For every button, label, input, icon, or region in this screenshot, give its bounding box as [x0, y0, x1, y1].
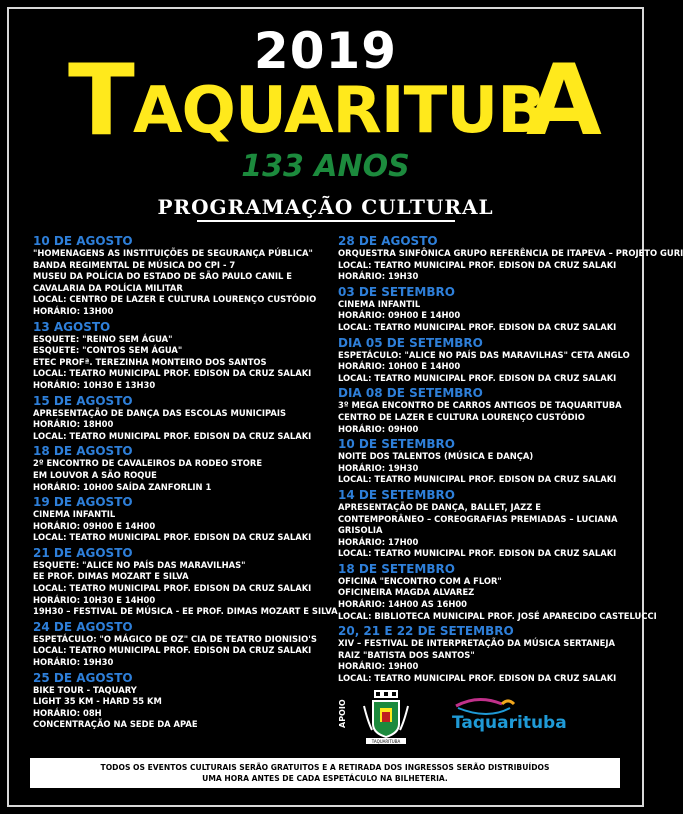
- event-detail: LOCAL: TEATRO MUNICIPAL PROF. EDISON DA CRUZ SALAKI: [33, 430, 312, 441]
- event-detail: APRESENTAÇÃO DE DANÇA DAS ESCOLAS MUNICIPAIS: [33, 407, 287, 418]
- event-detail: HORÁRIO: 09H00: [338, 423, 419, 434]
- event-detail: HORÁRIO: 14H00 AS 16H00: [338, 599, 467, 610]
- year-heading: 2019: [253, 22, 398, 80]
- event-detail: LOCAL: TEATRO MUNICIPAL PROF. EDISON DA CRUZ SALAKI: [338, 474, 617, 485]
- footer-line-1: TODOS OS EVENTOS CULTURAIS SERÃO GRATUITOS E A RETIRADA DOS INGRESSOS SERÃO DISTRIBUÍDOS: [100, 763, 550, 772]
- event-detail: APRESENTAÇÃO DE DANÇA, BALLET, JAZZ E CONTEMPORÂNEO – COREOGRAFIAS PREMIADAS – LUCIANA GRISOLIA: [338, 501, 618, 536]
- event-block: [338, 488, 620, 560]
- taquarituba-brand-logo: [448, 696, 578, 736]
- event-detail: OFICINA "ENCONTRO COM A FLOR": [338, 575, 502, 586]
- event-date: DIA 05 DE SETEMBRO: [338, 335, 483, 350]
- event-detail: ESQUETE: "CONTOS SEM ÁGUA": [33, 345, 183, 356]
- event-detail: BANDA REGIMENTAL DE MÚSICA DO CPI - 7: [33, 259, 236, 270]
- event-detail: ETEC PROFª. TEREZINHA MONTEIRO DOS SANTOS: [33, 356, 267, 367]
- event-detail: ESPETÁCULO: "ALICE NO PAÍS DAS MARAVILHAS" CETA ANGLO: [338, 349, 630, 360]
- event-block: [338, 437, 620, 486]
- event-detail: HORÁRIO: 09H00 E 14H00: [338, 310, 461, 321]
- event-detail: XIV – FESTIVAL DE INTERPRETAÇÃO DA MÚSICA SERTANEJA: [338, 638, 616, 649]
- event-date: 21 DE AGOSTO: [33, 545, 133, 560]
- subtitle-underline: [197, 220, 455, 222]
- event-detail: CINEMA INFANTIL: [33, 509, 116, 520]
- event-detail: MUSEU DA POLÍCIA DO ESTADO DE SÃO PAULO CANIL E CAVALARIA DA POLÍCIA MILITAR: [33, 271, 292, 293]
- event-detail: ORQUESTRA SINFÔNICA GRUPO REFERÊNCIA DE ITAPEVA – PROJETO GURI: [338, 248, 683, 258]
- event-detail: "HOMENAGENS AS INSTITUIÇÕES DE SEGURANÇA PÚBLICA": [33, 248, 313, 258]
- event-detail: CONCENTRAÇÃO NA SEDE DA APAE: [33, 719, 198, 730]
- event-block: [33, 394, 333, 443]
- event-detail: LOCAL: TEATRO MUNICIPAL PROF. EDISON DA CRUZ SALAKI: [33, 645, 312, 656]
- event-detail: HORÁRIO: 17H00: [338, 536, 419, 547]
- event-block: [33, 320, 333, 392]
- event-detail: HORÁRIO: 08H: [33, 707, 102, 718]
- event-detail: HORÁRIO: 10H00 E 14H00: [338, 361, 461, 372]
- event-detail: LOCAL: TEATRO MUNICIPAL PROF. EDISON DA CRUZ SALAKI: [338, 548, 617, 559]
- event-detail: 19H30 – FESTIVAL DE MÚSICA - EE PROF. DIMAS MOZART E SILVA: [33, 606, 338, 617]
- event-detail: EE PROF. DIMAS MOZART E SILVA: [33, 571, 189, 582]
- title-last-letter: A: [526, 44, 602, 158]
- event-detail: LIGHT 35 KM - HARD 55 KM: [33, 696, 162, 707]
- crest-ribbon-text: TAQUARITUBA: [371, 739, 401, 744]
- event-detail: ESQUETE: "ALICE NO PAÍS DAS MARAVILHAS": [33, 559, 246, 570]
- event-detail: BIKE TOUR - TAQUARY: [33, 684, 137, 695]
- brand-name: Taquarituba: [452, 713, 567, 733]
- event-detail: ESQUETE: "REINO SEM ÁGUA": [33, 333, 173, 344]
- event-block: [33, 444, 333, 493]
- event-detail: EM LOUVOR A SÃO ROQUE: [33, 469, 157, 480]
- event-detail: HORÁRIO: 09H00 E 14H00: [33, 520, 156, 531]
- event-date: 10 DE AGOSTO: [33, 234, 133, 248]
- event-detail: HORÁRIO: 19H30: [33, 657, 114, 668]
- event-block: [338, 285, 620, 334]
- event-detail: 2º ENCONTRO DE CAVALEIROS DA RODEO STORE: [33, 458, 263, 469]
- event-detail: LOCAL: TEATRO MUNICIPAL PROF. EDISON DA CRUZ SALAKI: [33, 583, 312, 594]
- anniversary-heading: 133 ANOS: [241, 149, 410, 184]
- event-detail: HORÁRIO: 19H30: [338, 462, 419, 473]
- event-detail: LOCAL: TEATRO MUNICIPAL PROF. EDISON DA CRUZ SALAKI: [338, 259, 617, 270]
- event-block: [338, 386, 620, 435]
- event-date: 15 DE AGOSTO: [33, 393, 133, 408]
- event-detail: LOCAL: TEATRO MUNICIPAL PROF. EDISON DA CRUZ SALAKI: [33, 532, 312, 543]
- event-detail: LOCAL: BIBLIOTECA MUNICIPAL PROF. JOSÉ APARECIDO CASTELUCCI: [338, 610, 657, 621]
- footer-notice: [30, 758, 620, 788]
- event-detail: LOCAL: TEATRO MUNICIPAL PROF. EDISON DA CRUZ SALAKI: [338, 673, 617, 684]
- event-date: 18 DE AGOSTO: [33, 444, 133, 459]
- event-detail: HORÁRIO: 13H00: [33, 305, 114, 316]
- event-date: 03 DE SETEMBRO: [338, 284, 455, 299]
- event-date: 10 DE SETEMBRO: [338, 437, 455, 452]
- event-detail: LOCAL: TEATRO MUNICIPAL PROF. EDISON DA CRUZ SALAKI: [338, 321, 617, 332]
- sponsor-logos: [338, 688, 618, 748]
- event-detail: RAIZ "BATISTA DOS SANTOS": [338, 649, 475, 660]
- title-middle: AQUARITUB: [133, 74, 545, 148]
- event-detail: LOCAL: TEATRO MUNICIPAL PROF. EDISON DA CRUZ SALAKI: [338, 372, 617, 383]
- event-detail: HORÁRIO: 19H00: [338, 661, 419, 672]
- title-first-letter: T: [68, 44, 135, 158]
- city-crest-icon: [360, 688, 412, 746]
- event-date: 19 DE AGOSTO: [33, 495, 133, 510]
- footer-line-2: UMA HORA ANTES DE CADA ESPETÁCULO NA BILHETERIA.: [202, 774, 448, 783]
- schedule-right-column: [338, 232, 683, 685]
- event-detail: HORÁRIO: 19H30: [338, 271, 419, 282]
- event-date: 14 DE SETEMBRO: [338, 487, 455, 502]
- event-detail: ESPETÁCULO: "O MÁGICO DE OZ" CIA DE TEATRO DIONISIO'S: [33, 633, 317, 644]
- event-date: 24 DE AGOSTO: [33, 619, 133, 634]
- program-subtitle: PROGRAMAÇÃO CULTURAL: [157, 195, 494, 219]
- event-block: [33, 545, 338, 618]
- event-block: [338, 561, 657, 622]
- event-block: [338, 624, 620, 684]
- event-date: 13 AGOSTO: [33, 319, 111, 334]
- event-date: 28 DE AGOSTO: [338, 234, 438, 248]
- event-block: [33, 234, 333, 318]
- event-detail: HORÁRIO: 10H00 SAÍDA ZANFORLIN 1: [33, 481, 212, 492]
- event-date: 25 DE AGOSTO: [33, 670, 133, 685]
- event-detail: HORÁRIO: 10H30 E 13H30: [33, 379, 156, 390]
- event-date: 18 DE SETEMBRO: [338, 561, 455, 576]
- event-block: [338, 234, 683, 283]
- apoio-label: APOIO: [338, 699, 347, 728]
- event-block: [33, 620, 333, 669]
- event-detail: CINEMA INFANTIL: [338, 298, 421, 309]
- event-detail: HORÁRIO: 18H00: [33, 419, 114, 430]
- schedule-left-column: [33, 232, 338, 731]
- event-detail: CENTRO DE LAZER E CULTURA LOURENÇO CUSTÓDIO: [338, 411, 585, 422]
- event-block: [33, 495, 333, 544]
- event-detail: 3º MEGA ENCONTRO DE CARROS ANTIGOS DE TAQUARITUBA: [338, 400, 622, 411]
- event-detail: HORÁRIO: 10H30 E 14H00: [33, 594, 156, 605]
- event-detail: LOCAL: CENTRO DE LAZER E CULTURA LOURENÇO CUSTÓDIO: [33, 294, 317, 305]
- event-detail: NOITE DOS TALENTOS (MÚSICA E DANÇA): [338, 451, 534, 462]
- event-detail: LOCAL: TEATRO MUNICIPAL PROF. EDISON DA CRUZ SALAKI: [33, 368, 312, 379]
- event-block: [338, 335, 630, 385]
- event-block: [33, 671, 333, 731]
- event-date: 20, 21 E 22 DE SETEMBRO: [338, 624, 514, 639]
- event-detail: OFICINEIRA MAGDA ALVAREZ: [338, 587, 475, 598]
- event-date: DIA 08 DE SETEMBRO: [338, 386, 483, 401]
